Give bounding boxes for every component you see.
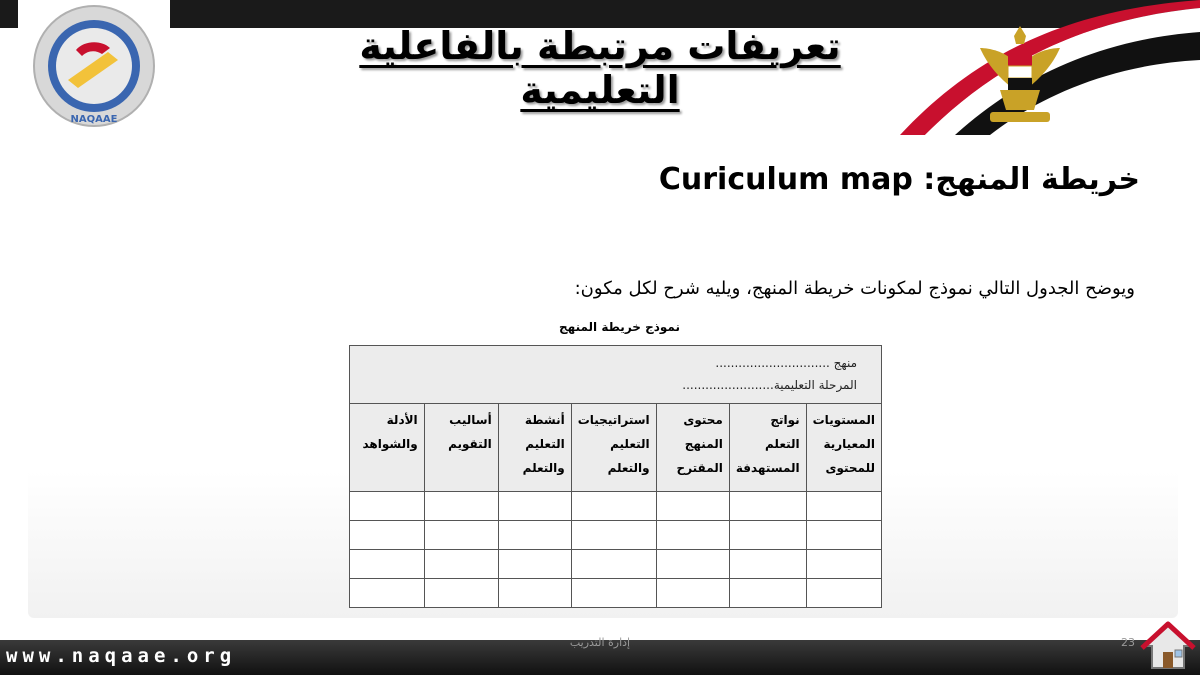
logo-wordmark: NAQAAE [70, 114, 118, 125]
stage-line: المرحلة التعليمية........................ [682, 378, 857, 392]
table-row [350, 492, 882, 521]
table-meta-cell [350, 346, 882, 404]
column-header: أساليب التقويم [424, 404, 498, 492]
page-number: 23 [1121, 636, 1135, 649]
table-caption: نموذج خريطة المنهج [559, 320, 680, 334]
column-header: الأدلة والشواهد [350, 404, 425, 492]
naqaae-logo-icon [18, 0, 170, 132]
column-header: محتوى المنهج المقترح [656, 404, 729, 492]
column-header: المستويات المعيارية للمحتوى [806, 404, 881, 492]
column-header: أنشطة التعليم والتعلم [498, 404, 571, 492]
home-icon[interactable] [1140, 618, 1196, 672]
footer-website-link[interactable]: www.naqaae.org [6, 645, 237, 667]
egypt-eagle-emblem-icon [960, 18, 1080, 128]
column-header: استراتيجيات التعليم والتعلم [571, 404, 656, 492]
table-row [350, 550, 882, 579]
section-subtitle: خريطة المنهج: Curiculum map [658, 162, 1140, 197]
table-row [350, 579, 882, 608]
table-row [350, 521, 882, 550]
curriculum-line: منهج .............................. [715, 356, 857, 370]
column-header: نواتج التعلم المستهدفة [729, 404, 806, 492]
table-header-row [350, 404, 882, 492]
curriculum-map-table [349, 345, 882, 608]
page-title: تعريفات مرتبطة بالفاعلية التعليمية [359, 24, 841, 112]
footer-department: إدارة التدريب [569, 636, 631, 649]
intro-text: ويوضح الجدول التالي نموذج لمكونات خريطة المنهج، ويليه شرح لكل مكون: [574, 278, 1135, 299]
